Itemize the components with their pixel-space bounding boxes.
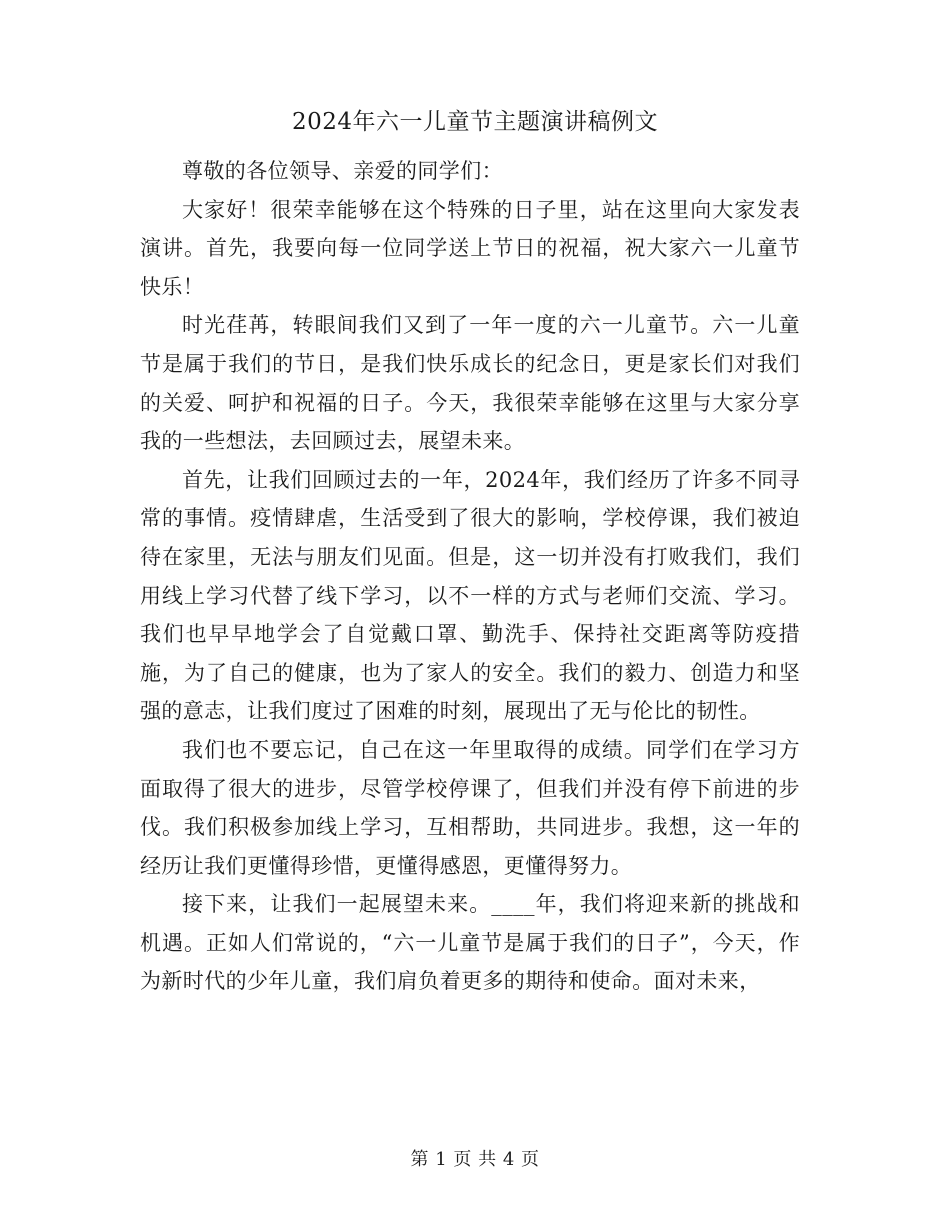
document-body <box>140 152 800 1001</box>
salutation-paragraph: 尊敬的各位领导、亲爱的同学们： <box>182 159 503 183</box>
opening-paragraph: 时光荏苒，转眼间我们又到了一年一度的六一儿童节。六一儿童节是属于我们的节日，是我们快乐成长的纪念日，更是家长们对我们的关爱、呵护和祝福的日子。今天，我很荣幸能够在这里与大家分享我的一些想法，去回顾过去，展望未来。 <box>140 313 800 454</box>
review-paragraph: 首先，让我们回顾过去的一年，2024年，我们经历了许多不同寻常的事情。疫情肆虐，生活受到了很大的影响，学校停课，我们被迫待在家里，无法与朋友们见面。但是，这一切并没有打败我们，我们用线上学习代替了线下学习，以不一样的方式与老师们交流、学习。我们也早早地学会了自觉戴口罩、勤洗手、保持社交距离等防疫措施，为了自己的健康，也为了家人的安全。我们的毅力、创造力和坚强的意志，让我们度过了困难的时刻，展现出了无与伦比的韧性。 <box>140 467 800 724</box>
document-title: 2024年六一儿童节主题演讲稿例文 <box>291 109 659 135</box>
achievement-paragraph: 我们也不要忘记，自己在这一年里取得的成绩。同学们在学习方面取得了很大的进步，尽管学校停课了，但我们并没有停下前进的步伐。我们积极参加线上学习，互相帮助，共同进步。我想，这一年的经历让我们更懂得珍惜，更懂得感恩，更懂得努力。 <box>140 737 800 878</box>
page-number-footer: 第 1 页 共 4 页 <box>410 1149 540 1170</box>
outlook-paragraph: 接下来，让我们一起展望未来。____年，我们将迎来新的挑战和机遇。正如人们常说的，“六一儿童节是属于我们的日子”，今天，作为新时代的少年儿童，我们肩负着更多的期待和使命。面对未来， <box>140 892 800 994</box>
greeting-paragraph: 大家好！很荣幸能够在这个特殊的日子里，站在这里向大家发表演讲。首先，我要向每一位同学送上节日的祝福，祝大家六一儿童节快乐！ <box>140 197 800 299</box>
